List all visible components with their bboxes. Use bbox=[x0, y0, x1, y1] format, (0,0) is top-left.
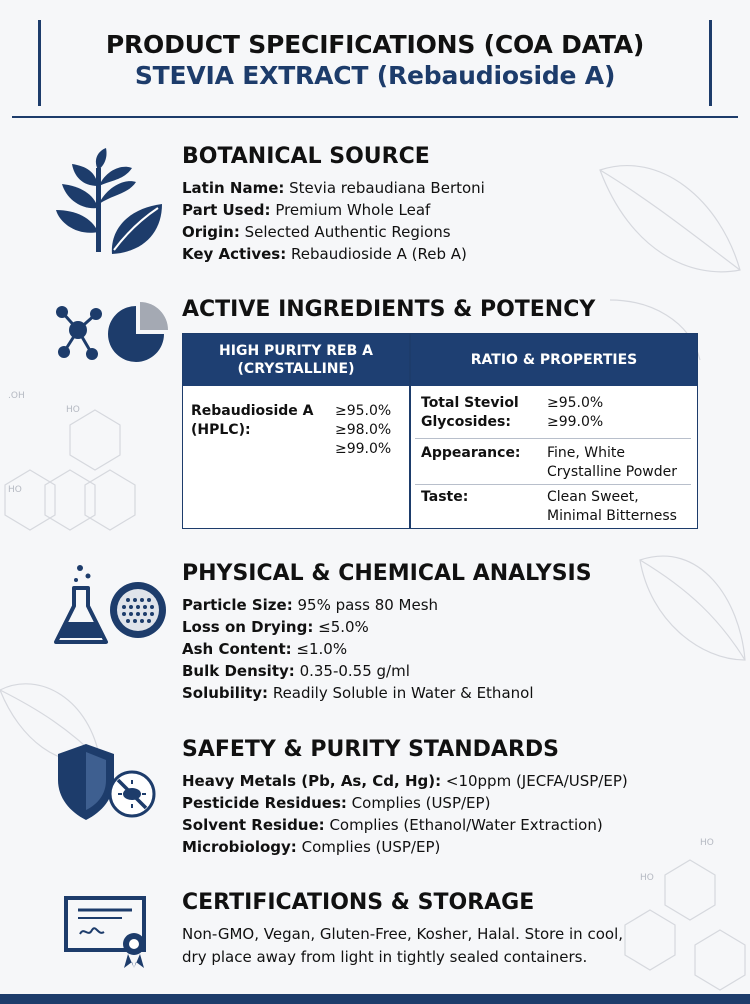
prop-value: Clean Sweet, Minimal Bitterness bbox=[547, 489, 677, 524]
table-column-divider bbox=[409, 334, 411, 528]
cert-title: CERTIFICATIONS & STORAGE bbox=[182, 890, 535, 915]
safety-row: Heavy Metals (Pb, As, Cd, Hg): <10ppm (JECFA/USP/EP) bbox=[182, 772, 628, 790]
prop-label: Taste: bbox=[421, 489, 469, 505]
prop-label: Appearance: bbox=[421, 445, 521, 461]
safety-row: Microbiology: Complies (USP/EP) bbox=[182, 838, 441, 856]
physical-title: PHYSICAL & CHEMICAL ANALYSIS bbox=[182, 561, 592, 586]
reb-a-values: ≥95.0% ≥98.0% ≥99.0% bbox=[335, 403, 392, 457]
botanical-row: Origin: Selected Authentic Regions bbox=[182, 223, 451, 241]
svg-text:HO: HO bbox=[8, 485, 22, 495]
physical-details bbox=[182, 594, 533, 704]
microbe-icon bbox=[110, 772, 154, 816]
physical-row: Particle Size: 95% pass 80 Mesh bbox=[182, 596, 439, 614]
table-header-col2: RATIO & PROPERTIES bbox=[411, 334, 697, 386]
physical-row: Solubility: Readily Soluble in Water & Ethanol bbox=[182, 684, 534, 702]
deco-oh-text: HO bbox=[66, 405, 80, 415]
plant-icon bbox=[52, 148, 170, 262]
table-row-divider bbox=[415, 438, 691, 439]
active-title: ACTIVE INGREDIENTS & POTENCY bbox=[182, 297, 596, 322]
safety-row: Pesticide Residues: Complies (USP/EP) bbox=[182, 794, 491, 812]
prop-value: ≥95.0% ≥99.0% bbox=[547, 395, 604, 430]
page-header bbox=[38, 20, 712, 106]
header-divider bbox=[12, 116, 738, 118]
certificate-icon bbox=[52, 894, 170, 974]
prop-value: Fine, White Crystalline Powder bbox=[547, 445, 677, 480]
molecule-icon bbox=[56, 306, 102, 360]
potency-table bbox=[182, 333, 698, 529]
physical-row: Bulk Density: 0.35-0.55 g/ml bbox=[182, 662, 410, 680]
page-title: PRODUCT SPECIFICATIONS (COA DATA) bbox=[105, 30, 645, 59]
svg-text:HO: HO bbox=[640, 873, 654, 883]
botanical-details bbox=[182, 177, 485, 265]
botanical-row: Part Used: Premium Whole Leaf bbox=[182, 201, 431, 219]
botanical-row: Latin Name: Stevia rebaudiana Bertoni bbox=[182, 179, 485, 197]
table-row-divider bbox=[415, 484, 691, 485]
active-icons bbox=[52, 298, 170, 372]
safety-row: Solvent Residue: Complies (Ethanol/Water Extraction) bbox=[182, 816, 603, 834]
safety-icons bbox=[52, 742, 170, 826]
mesh-disc-icon bbox=[110, 582, 166, 638]
lab-icons bbox=[52, 562, 170, 656]
prop-label: Total Steviol Glycosides: bbox=[421, 395, 519, 430]
cert-text: Non-GMO, Vegan, Gluten-Free, Kosher, Halal. Store in cool, dry place away from light in tightly sealed containers. bbox=[182, 925, 623, 966]
safety-title: SAFETY & PURITY STANDARDS bbox=[182, 737, 559, 762]
pie-chart-icon bbox=[108, 302, 168, 362]
svg-text:HO: HO bbox=[700, 838, 714, 848]
botanical-title: BOTANICAL SOURCE bbox=[182, 144, 430, 169]
svg-text:.OH: .OH bbox=[8, 391, 25, 401]
botanical-row: Key Actives: Rebaudioside A (Reb A) bbox=[182, 245, 467, 263]
physical-row: Loss on Drying: ≤5.0% bbox=[182, 618, 369, 636]
shield-icon bbox=[58, 744, 114, 820]
reb-a-label: Rebaudioside A (HPLC): bbox=[191, 403, 314, 438]
footer-bar bbox=[0, 994, 750, 1004]
physical-row: Ash Content: ≤1.0% bbox=[182, 640, 348, 658]
safety-details bbox=[182, 770, 628, 858]
table-header-col1: HIGH PURITY REB A (CRYSTALLINE) bbox=[183, 334, 409, 386]
flask-icon bbox=[56, 565, 106, 642]
page-subtitle: STEVIA EXTRACT (Rebaudioside A) bbox=[134, 61, 616, 90]
